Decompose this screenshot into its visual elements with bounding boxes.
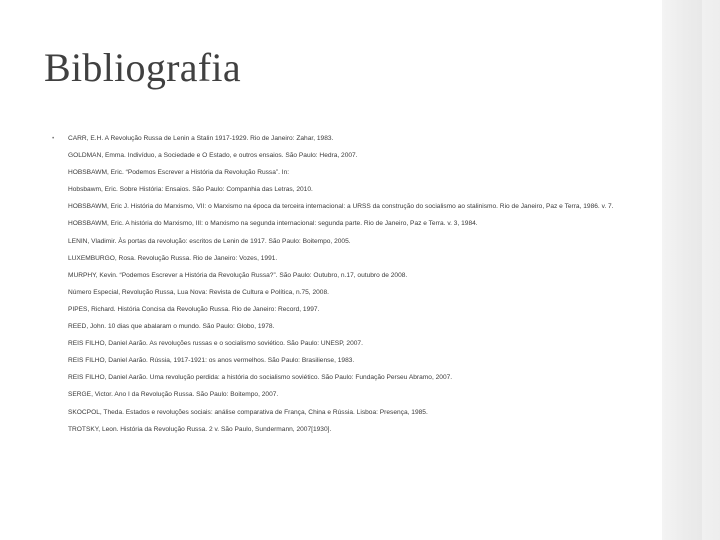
bibliography-item [52,220,642,229]
bibliography-reference: TROTSKY, Leon. História da Revolução Russa. 2 v. São Paulo, Sundermann, 2007[1930]. [68,425,332,433]
decorative-side-band-highlight [702,0,720,540]
bibliography-item [52,426,642,435]
bibliography-reference: HOBSBAWM, Eric J. História do Marxismo, VII: o Marxismo na época da terceira internacional: a URSS da construção do socialismo ao stalinismo. Rio de Janeiro, Paz e Terra, 1986. v. 7. [68,203,614,211]
bibliography-reference: HOBSBAWM, Eric. A história do Marxismo, III: o Marxismo na segunda internacional: segunda parte. Rio de Janeiro, Paz e Terra. v. 3, 1984. [68,220,478,228]
bibliography-item [52,357,642,366]
bibliography-reference: SKOCPOL, Theda. Estados e revoluções sociais: análise comparativa de França, China e Rússia. Lisboa: Presença, 1985. [68,408,428,416]
bibliography-reference: Número Especial, Revolução Russa, Lua Nova: Revista de Cultura e Política, n.75, 2008. [68,288,329,296]
bibliography-item [52,340,642,349]
bibliography-reference: MURPHY, Kevin. “Podemos Escrever a História da Revolução Russa?”. São Paulo: Outubro, n.17, outubro de 2008. [68,271,408,279]
bibliography-reference: Hobsbawm, Eric. Sobre História: Ensaios. São Paulo: Companhia das Letras, 2010. [68,186,313,194]
bibliography-reference: REIS FILHO, Daniel Aarão. Rússia, 1917-1921: os anos vermelhos. São Paulo: Brasiliense, 1983. [68,357,355,365]
bibliography-reference: LENIN, Vladimir. Às portas da revolução: escritos de Lenin de 1917. São Paulo: Boitempo, 2005. [68,237,351,245]
bibliography-item [52,255,642,264]
bibliography-reference: CARR, E.H. A Revolução Russa de Lenin a Stalin 1917-1929. Rio de Janeiro: Zahar, 1983. [68,135,334,142]
bibliography-reference: REED, John. 10 dias que abalaram o mundo. São Paulo: Globo, 1978. [68,323,275,331]
bibliography-reference: REIS FILHO, Daniel Aarão. Uma revolução perdida: a história do socialismo soviético. São Paulo: Fundação Perseu Abramo, 2007. [68,374,453,382]
bibliography-item [52,186,642,195]
bibliography-item [52,289,642,298]
bibliography-reference: HOBSBAWM, Eric. “Podemos Escrever a História da Revolução Russa”. In: [68,169,290,177]
bibliography-item [52,135,642,144]
bibliography-reference: PIPES, Richard. História Concisa da Revolução Russa. Rio de Janeiro: Record, 1997. [68,305,320,313]
bibliography-item [52,409,642,418]
bibliography-reference: GOLDMAN, Emma. Indivíduo, a Sociedade e O Estado, e outros ensaios. São Paulo: Hedra, 2007. [68,152,358,160]
bibliography-item [52,323,642,332]
bibliography-item [52,374,642,383]
bibliography-item [52,169,642,178]
bibliography-list [52,135,642,443]
bibliography-reference: SERGE, Victor. Ano I da Revolução Russa. São Paulo: Boitempo, 2007. [68,391,279,399]
bibliography-reference: REIS FILHO, Daniel Aarão. As revoluções russas e o socialismo soviético. São Paulo: UNESP, 2007. [68,340,363,348]
decorative-side-band [662,0,720,540]
bibliography-reference: LUXEMBURGO, Rosa. Revolução Russa. Rio de Janeiro: Vozes, 1991. [68,254,278,262]
bibliography-item [52,272,642,281]
bullet-icon: • [52,135,55,142]
bibliography-item [52,203,642,212]
bibliography-item [52,306,642,315]
bibliography-item [52,238,642,247]
slide-title: Bibliografia [44,45,241,90]
bibliography-item [52,391,642,400]
bibliography-item [52,152,642,161]
